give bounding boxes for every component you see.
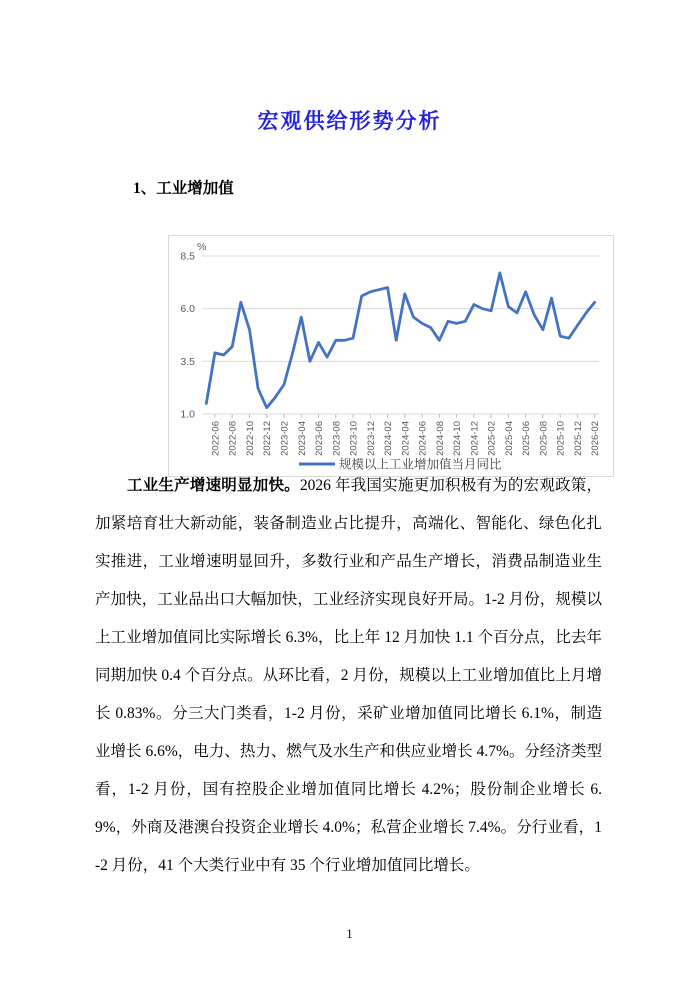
page-number: 1 [346,927,353,941]
x-axis-tick-label: 2025-02 [486,421,498,456]
x-axis-tick-label: 2024-02 [383,421,395,456]
y-axis-tick-label: 8.5 [180,250,195,263]
x-axis-tick-label: 2023-02 [279,421,291,456]
paragraph-lead-bold: 工业生产增速明显加快。 [127,477,300,494]
x-axis-tick-label: 2022-08 [227,421,239,456]
x-axis-tick-label: 2026-02 [590,421,602,456]
y-axis-tick-label: 6.0 [180,303,195,316]
section-heading: 1、工业增加值 [133,180,234,197]
x-axis-tick-label: 2025-08 [538,421,550,456]
body-paragraph [95,467,602,885]
x-axis-tick-label: 2025-12 [572,421,584,456]
y-axis-unit-label: % [197,241,207,253]
x-axis-tick-label: 2024-12 [469,421,481,456]
x-axis-tick-label: 2025-06 [521,421,533,456]
line-chart-canvas [169,236,613,476]
legend-label: 规模以上工业增加值当月同比 [339,457,502,472]
page-title: 宏观供给形势分析 [257,109,442,133]
x-axis-tick-label: 2024-08 [434,421,446,456]
x-axis-tick-label: 2024-04 [400,421,412,456]
paragraph-body-text: 2026 年我国实施更加积极有为的宏观政策，加紧培育壮大新动能，装备制造业占比提升，高端化、智能化、绿色化扎实推进，工业增速明显回升，多数行业和产品生产增长，消费品制造业生产加快，工业品出口大幅加快，工业经济实现良好开局。1-2 月份，规模以上工业增加值同比实际增长 6.3%，比上年 12 月加快 1.1 个百分点，比去年同期加快 0.4 个百分点。从环比看，2 月份，规模以上工业增加值比上月增长 0.83%。分三大门类看，1-2 月份，采矿业增加值同比增长 6.1%，制造业增长 6.6%，电力、热力、燃气及水生产和供应业增长 4.7%。分经济类型看，1-2 月份，国有控股企业增加值同比增长 4.2%；股份制企业增长 6.9%，外商及港澳台投资企业增长 4.0%；私营企业增长 7.4%。分行业看，1-2 月份，41 个大类行业中有 35 个行业增加值同比增长。 [95,477,602,874]
x-axis-tick-label: 2022-06 [210,421,222,456]
y-axis-tick-label: 3.5 [180,355,195,368]
industrial-added-value-chart [168,235,614,477]
x-axis-tick-label: 2023-10 [348,421,360,456]
x-axis-tick-label: 2023-08 [331,421,343,456]
x-axis-tick-label: 2022-10 [244,421,256,456]
x-axis-tick-label: 2024-10 [452,421,464,456]
x-axis-tick-label: 2025-04 [503,421,515,456]
x-axis-tick-label: 2025-10 [555,421,567,456]
x-axis-tick-label: 2023-12 [365,421,377,456]
series-line [206,273,594,408]
x-axis-tick-label: 2023-04 [296,421,308,456]
y-axis-tick-label: 1.0 [180,408,195,421]
x-axis-tick-label: 2023-06 [314,421,326,456]
x-axis-tick-label: 2024-06 [417,421,429,456]
x-axis-tick-label: 2022-12 [262,421,274,456]
